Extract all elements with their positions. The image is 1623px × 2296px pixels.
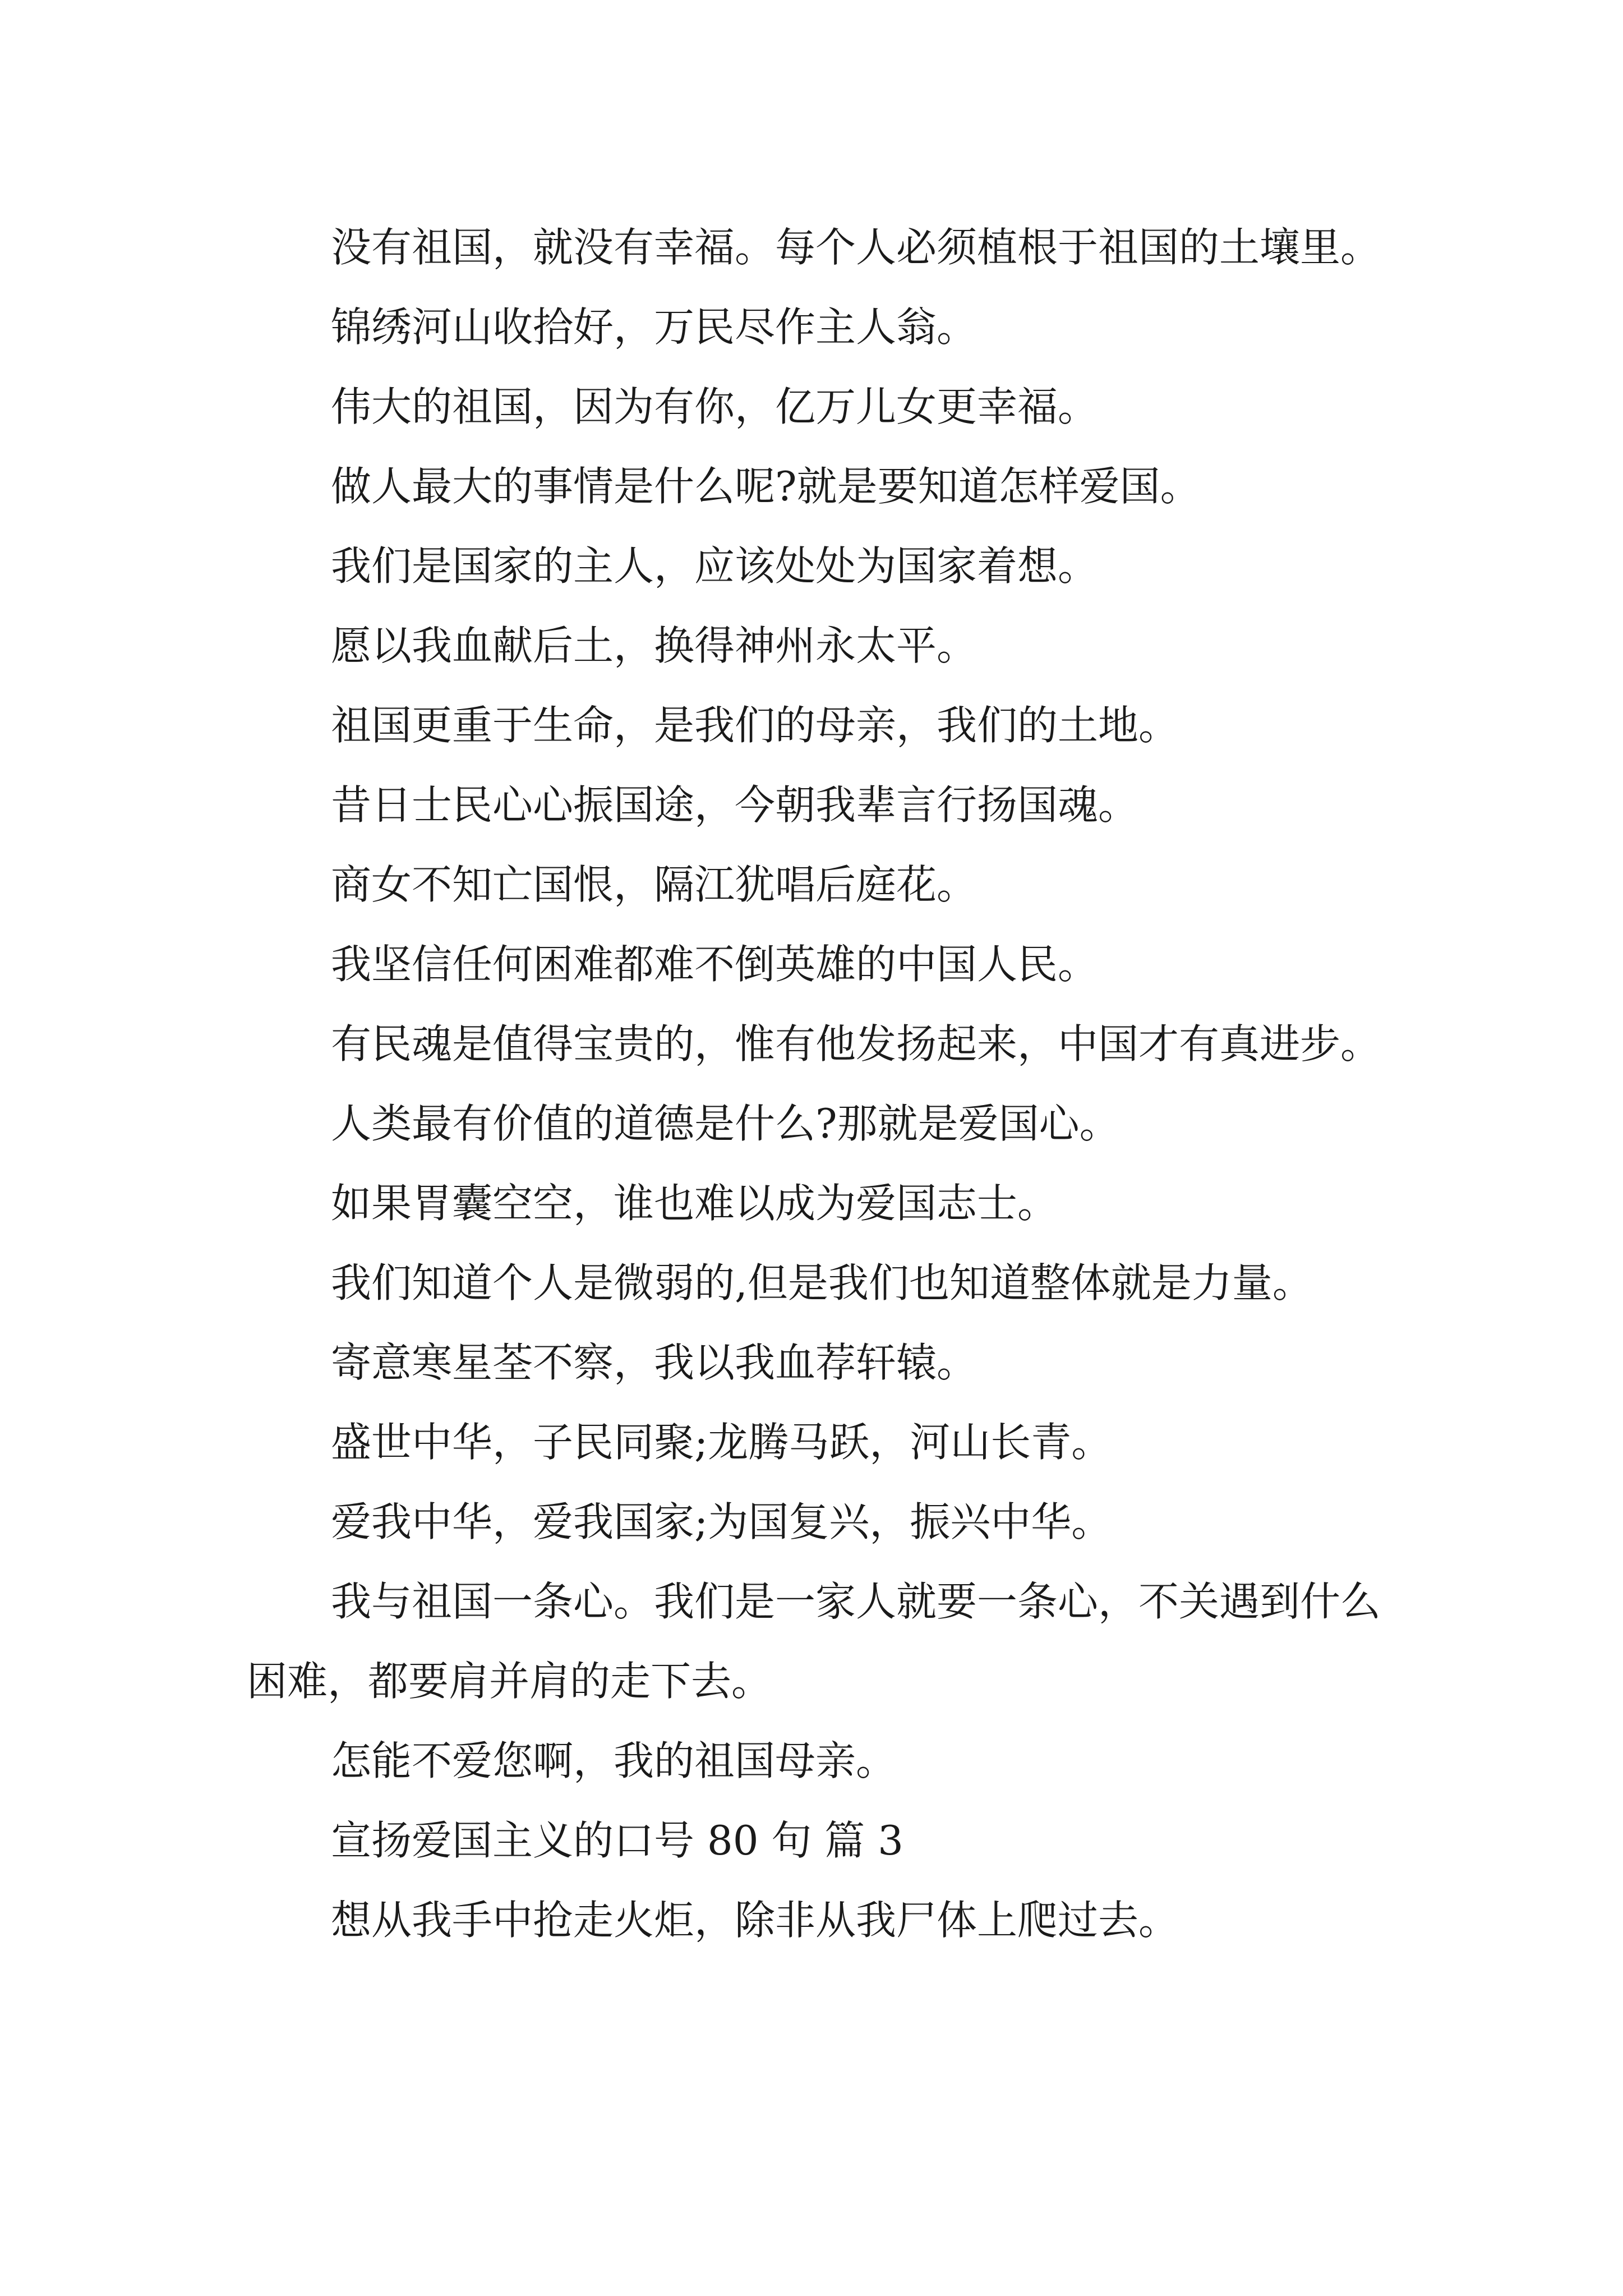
paragraph: 祖国更重于生命，是我们的母亲，我们的土地。 bbox=[331, 702, 1179, 749]
paragraph: 商女不知亡国恨，隔江犹唱后庭花。 bbox=[331, 861, 978, 908]
paragraph: 做人最大的事情是什么呢?就是要知道怎样爱国。 bbox=[331, 463, 1201, 510]
paragraph: 寄意寒星荃不察，我以我血荐轩辕。 bbox=[331, 1339, 978, 1386]
paragraph: 愿以我血献后土，换得神州永太平。 bbox=[331, 622, 978, 669]
paragraph: 如果胃囊空空，谁也难以成为爱国志士。 bbox=[331, 1180, 1058, 1227]
paragraph: 人类最有价值的道德是什么?那就是爱国心。 bbox=[331, 1100, 1120, 1147]
paragraph: 盛世中华，子民同聚;龙腾马跃，河山长青。 bbox=[331, 1419, 1112, 1466]
document-body bbox=[247, 208, 1391, 1960]
paragraph: 怎能不爱您啊，我的祖国母亲。 bbox=[331, 1737, 897, 1784]
paragraph: 我们知道个人是微弱的,但是我们也知道整体就是力量。 bbox=[331, 1259, 1313, 1306]
paragraph: 我坚信任何困难都难不倒英雄的中国人民。 bbox=[331, 941, 1099, 988]
paragraph: 想从我手中抢走火炬，除非从我尸体上爬过去。 bbox=[331, 1897, 1179, 1944]
paragraph: 伟大的祖国，因为有你，亿万儿女更幸福。 bbox=[331, 383, 1099, 430]
paragraph: 我们是国家的主人，应该处处为国家着想。 bbox=[331, 542, 1099, 590]
paragraph: 没有祖国，就没有幸福。每个人必须植根于祖国的土壤里。 bbox=[331, 224, 1381, 271]
paragraph: 爱我中华，爱我国家;为国复兴，振兴中华。 bbox=[331, 1498, 1112, 1545]
section-heading: 宣扬爱国主义的口号 80 句 篇 3 bbox=[331, 1817, 903, 1864]
paragraph: 锦绣河山收拾好，万民尽作主人翁。 bbox=[331, 303, 978, 351]
paragraph: 有民魂是值得宝贵的，惟有他发扬起来，中国才有真进步。 bbox=[331, 1020, 1381, 1068]
paragraph: 我与祖国一条心。我们是一家人就要一条心，不关遇到什么困难，都要肩并肩的走下去。 bbox=[247, 1578, 1381, 1705]
paragraph: 昔日士民心心振国途，今朝我辈言行扬国魂。 bbox=[331, 781, 1139, 829]
